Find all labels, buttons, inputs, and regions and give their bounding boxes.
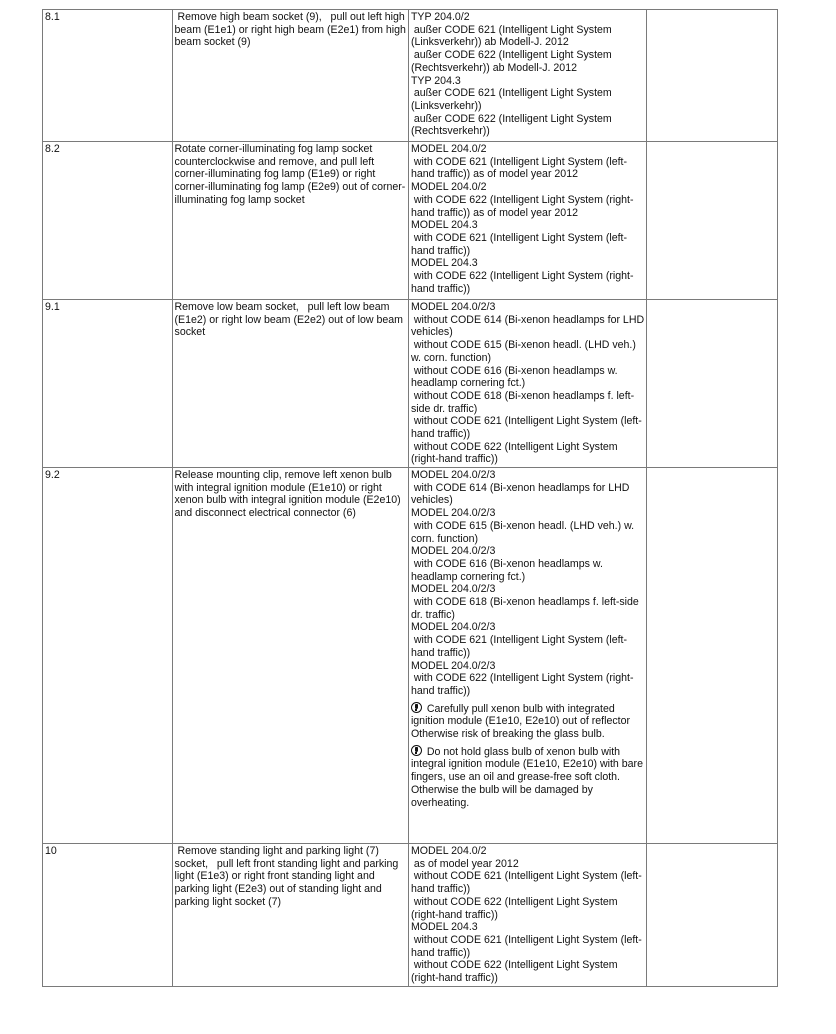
condition-line: MODEL 204.0/2/3: [410, 301, 496, 313]
step-number-cell: [43, 468, 173, 844]
condition-line: MODEL 204.0/2: [410, 181, 487, 194]
condition-line: außer CODE 621 (Intelligent Light System (Linksverkehr)): [410, 87, 615, 112]
caution-note: [411, 745, 644, 810]
condition-line: without CODE 622 (Intelligent Light System (right-hand traffic)): [410, 895, 621, 921]
condition-line: TYP 204.0/2: [410, 11, 470, 23]
step-number-cell: [43, 142, 173, 300]
condition-line: without CODE 615 (Bi-xenon headl. (LHD veh.) w. corn. function): [410, 339, 639, 364]
action-text: Remove standing light and parking light (7) socket, pull left front standing light and parking light (E1e3) or right front standing light and parking light (E2e3) out of standing light and parking light socket (7): [174, 845, 402, 908]
conditions-cell: [408, 300, 646, 468]
table-row: [43, 468, 778, 844]
conditions-cell: [408, 142, 646, 300]
action-cell: [172, 10, 408, 142]
condition-line: with CODE 614 (Bi-xenon headlamps for LHD vehicles): [410, 481, 633, 507]
condition-line: without CODE 621 (Intelligent Light System (left-hand traffic)): [410, 870, 642, 896]
caution-consequence: Otherwise the bulb will be damaged by overheating.: [410, 783, 596, 809]
caution-icon: [411, 745, 422, 756]
condition-line: MODEL 204.0/2/3: [410, 507, 496, 520]
extra-cell: [647, 10, 778, 142]
step-number: 9.2: [45, 469, 60, 481]
condition-line: MODEL 204.0/2: [410, 143, 487, 155]
step-number: 8.1: [45, 11, 60, 23]
condition-line: without CODE 622 (Intelligent Light System (right-hand traffic)): [410, 959, 621, 985]
condition-line: without CODE 614 (Bi-xenon headlamps for LHD vehicles): [410, 313, 648, 339]
extra-cell: [647, 468, 778, 844]
condition-line: außer CODE 621 (Intelligent Light System (Linksverkehr)) ab Modell-J. 2012: [410, 23, 615, 49]
step-number-cell: [43, 10, 173, 142]
condition-line: with CODE 618 (Bi-xenon headlamps f. left-side dr. traffic): [410, 596, 642, 621]
procedure-table: [42, 9, 778, 987]
caution-text: Do not hold glass bulb of xenon bulb with integral ignition module (E1e10, E2e10) with bare fingers, use an oil and grease-free soft cloth.: [410, 745, 643, 784]
action-cell: [172, 300, 408, 468]
condition-line: with CODE 622 (Intelligent Light System (right-hand traffic)): [410, 270, 634, 295]
conditions-cell: [408, 10, 646, 142]
condition-line: außer CODE 622 (Intelligent Light System (Rechtsverkehr)) ab Modell-J. 2012: [410, 49, 615, 74]
table-row: [43, 844, 778, 987]
step-number: 9.1: [45, 301, 60, 313]
action-text: Remove high beam socket (9), pull out left high beam (E1e1) or right high beam (E2e1) from high beam socket (9): [174, 11, 409, 49]
step-number: 10: [45, 845, 57, 857]
condition-line: without CODE 616 (Bi-xenon headlamps w. headlamp cornering fct.): [410, 364, 621, 390]
extra-cell: [647, 142, 778, 300]
condition-line: MODEL 204.0/2/3: [410, 621, 496, 634]
conditions-cell: [408, 844, 646, 987]
condition-line: without CODE 621 (Intelligent Light System (left-hand traffic)): [410, 415, 642, 441]
caution-note: [411, 702, 644, 741]
condition-line: with CODE 621 (Intelligent Light System (left-hand traffic)): [410, 231, 628, 257]
condition-line: without CODE 622 (Intelligent Light System (right-hand traffic)): [410, 440, 621, 466]
conditions-cell: [408, 468, 646, 844]
caution-consequence: Otherwise risk of breaking the glass bulb.: [410, 728, 605, 741]
action-text: Release mounting clip, remove left xenon bulb with integral ignition module (E1e10) or right xenon bulb with integral ignition module (E2e10) and disconnect electrical connector (6): [174, 469, 404, 520]
condition-line: with CODE 621 (Intelligent Light System (left-hand traffic)) as of model year 2012: [410, 155, 628, 181]
condition-line: MODEL 204.3: [410, 921, 478, 934]
condition-line: TYP 204.3: [410, 74, 461, 87]
table-row: [43, 142, 778, 300]
condition-line: with CODE 616 (Bi-xenon headlamps w. headlamp cornering fct.): [410, 557, 606, 583]
action-text: Rotate corner-illuminating fog lamp socket counterclockwise and remove, and pull left corner-illuminating fog lamp (E1e9) or right corner-illuminating fog lamp (E2e9) out of corner-illuminating fog lamp socket: [174, 143, 406, 206]
condition-line: without CODE 618 (Bi-xenon headlamps f. left-side dr. traffic): [410, 389, 635, 415]
condition-line: with CODE 615 (Bi-xenon headl. (LHD veh.) w. corn. function): [410, 519, 638, 545]
condition-line: with CODE 622 (Intelligent Light System (right-hand traffic)): [410, 672, 634, 697]
condition-line: MODEL 204.0/2/3: [410, 545, 496, 558]
condition-line: without CODE 621 (Intelligent Light System (left-hand traffic)): [410, 933, 642, 959]
condition-line: MODEL 204.0/2/3: [410, 583, 496, 596]
condition-line: MODEL 204.0/2: [410, 845, 487, 857]
condition-line: as of model year 2012: [410, 857, 519, 870]
step-number-cell: [43, 844, 173, 987]
table-row: [43, 10, 778, 142]
condition-line: MODEL 204.3: [410, 219, 478, 232]
step-number: 8.2: [45, 143, 60, 155]
caution-text: Carefully pull xenon bulb with integrated ignition module (E1e10, E2e10) out of reflector: [410, 702, 631, 728]
action-cell: [172, 844, 408, 987]
condition-line: MODEL 204.0/2/3: [410, 659, 496, 672]
condition-line: with CODE 622 (Intelligent Light System (right-hand traffic)) as of model year 2012: [410, 193, 634, 219]
table-row: [43, 300, 778, 468]
extra-cell: [647, 300, 778, 468]
condition-line: außer CODE 622 (Intelligent Light System (Rechtsverkehr)): [410, 112, 615, 138]
condition-line: with CODE 621 (Intelligent Light System (left-hand traffic)): [410, 634, 628, 659]
condition-line: MODEL 204.0/2/3: [410, 469, 496, 481]
caution-icon: [411, 702, 422, 713]
extra-cell: [647, 844, 778, 987]
action-cell: [172, 142, 408, 300]
step-number-cell: [43, 300, 173, 468]
action-text: Remove low beam socket, pull left low beam (E1e2) or right low beam (E2e2) out of low beam socket: [174, 301, 406, 339]
condition-line: MODEL 204.3: [410, 257, 478, 270]
action-cell: [172, 468, 408, 844]
